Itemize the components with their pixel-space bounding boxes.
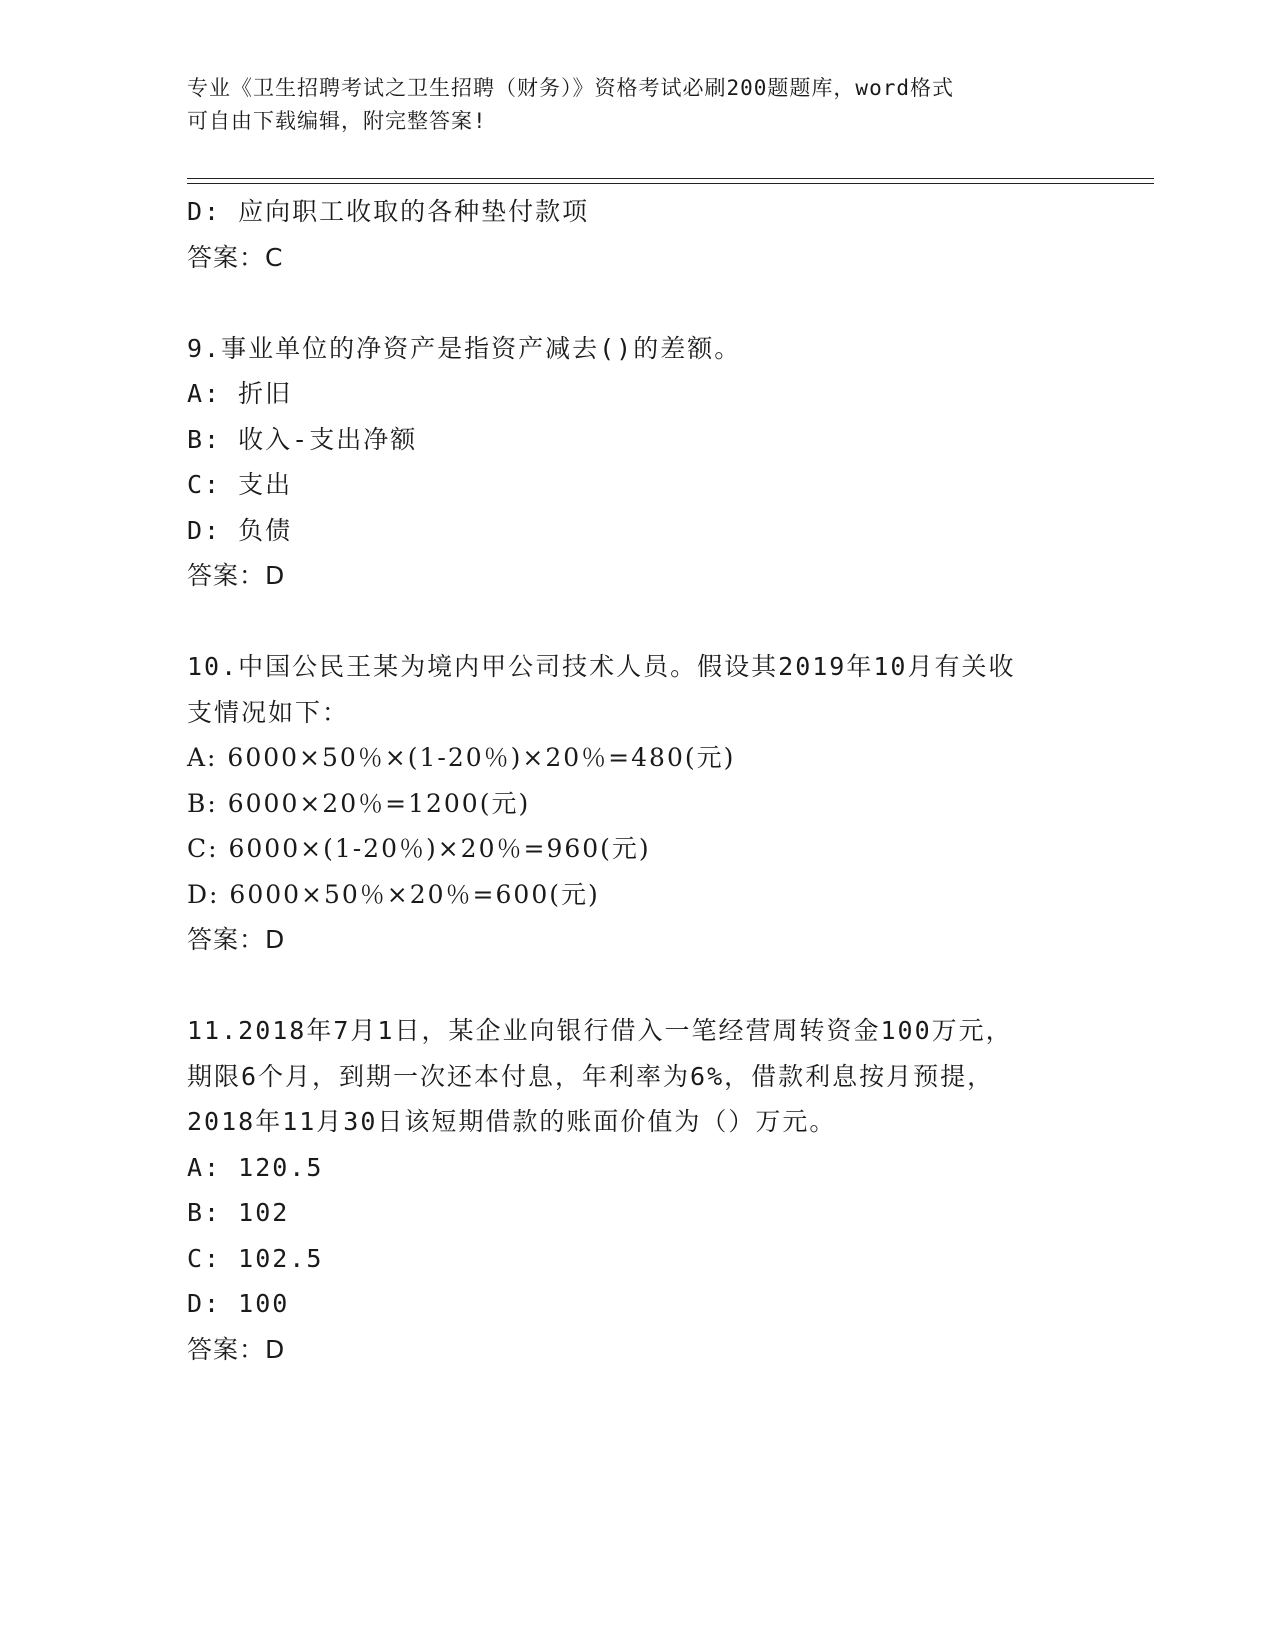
header-divider-top (187, 178, 1154, 179)
question-10 (187, 644, 1077, 963)
question-stem-line-1: 11.2018年7月1日，某企业向银行借入一笔经营周转资金100万元， (187, 1016, 1013, 1045)
question-list (187, 189, 1077, 1372)
option-d: D: 6000×50％×20％=600(元) (187, 879, 600, 909)
option-d: D: 100 (187, 1289, 290, 1318)
option-d: D: 负债 (187, 515, 293, 545)
answer-line: 答案：D (187, 561, 286, 590)
spacer (187, 599, 1077, 645)
question-stem-line-2: 期限6个月，到期一次还本付息，年利率为6%，借款利息按月预提， (187, 1061, 995, 1091)
question-stem-line-1: 10.中国公民王某为境内甲公司技术人员。假设其2019年10月有关收 (187, 652, 1016, 681)
option-b: B: 6000×20％=1200(元) (187, 788, 531, 818)
option-c: C: 支出 (187, 470, 293, 499)
header-title-line-1: 专业《卫生招聘考试之卫生招聘（财务）》资格考试必刷200题题库，word格式 (187, 76, 954, 100)
option-c: C: 102.5 (187, 1243, 324, 1273)
document-header (187, 72, 1087, 138)
question-9 (187, 326, 1077, 599)
option-d: D: 应向职工收取的各种垫付款项 (187, 197, 590, 226)
answer-line: 答案：D (187, 925, 286, 954)
answer-line: 答案：D (187, 1334, 286, 1364)
question-11 (187, 1008, 1077, 1372)
header-divider-bottom (187, 183, 1154, 184)
spacer (187, 963, 1077, 1009)
option-a: A: 120.5 (187, 1152, 324, 1182)
option-b: B: 收入-支出净额 (187, 424, 418, 454)
option-c: C: 6000×(1-20％)×20％=960(元) (187, 834, 651, 863)
question-stem-line-3: 2018年11月30日该短期借款的账面价值为（）万元。 (187, 1107, 837, 1136)
option-b: B: 102 (187, 1198, 290, 1227)
option-a: A: 6000×50％×(1-20％)×20％=480(元) (187, 743, 736, 772)
answer-line: 答案：C (187, 242, 284, 272)
header-title-line-2: 可自由下载编辑，附完整答案! (187, 109, 487, 133)
question-stem-line-2: 支情况如下： (187, 697, 350, 727)
spacer (187, 280, 1077, 326)
question-stem: 9.事业单位的净资产是指资产减去()的差额。 (187, 333, 742, 363)
option-a: A: 折旧 (187, 379, 293, 408)
